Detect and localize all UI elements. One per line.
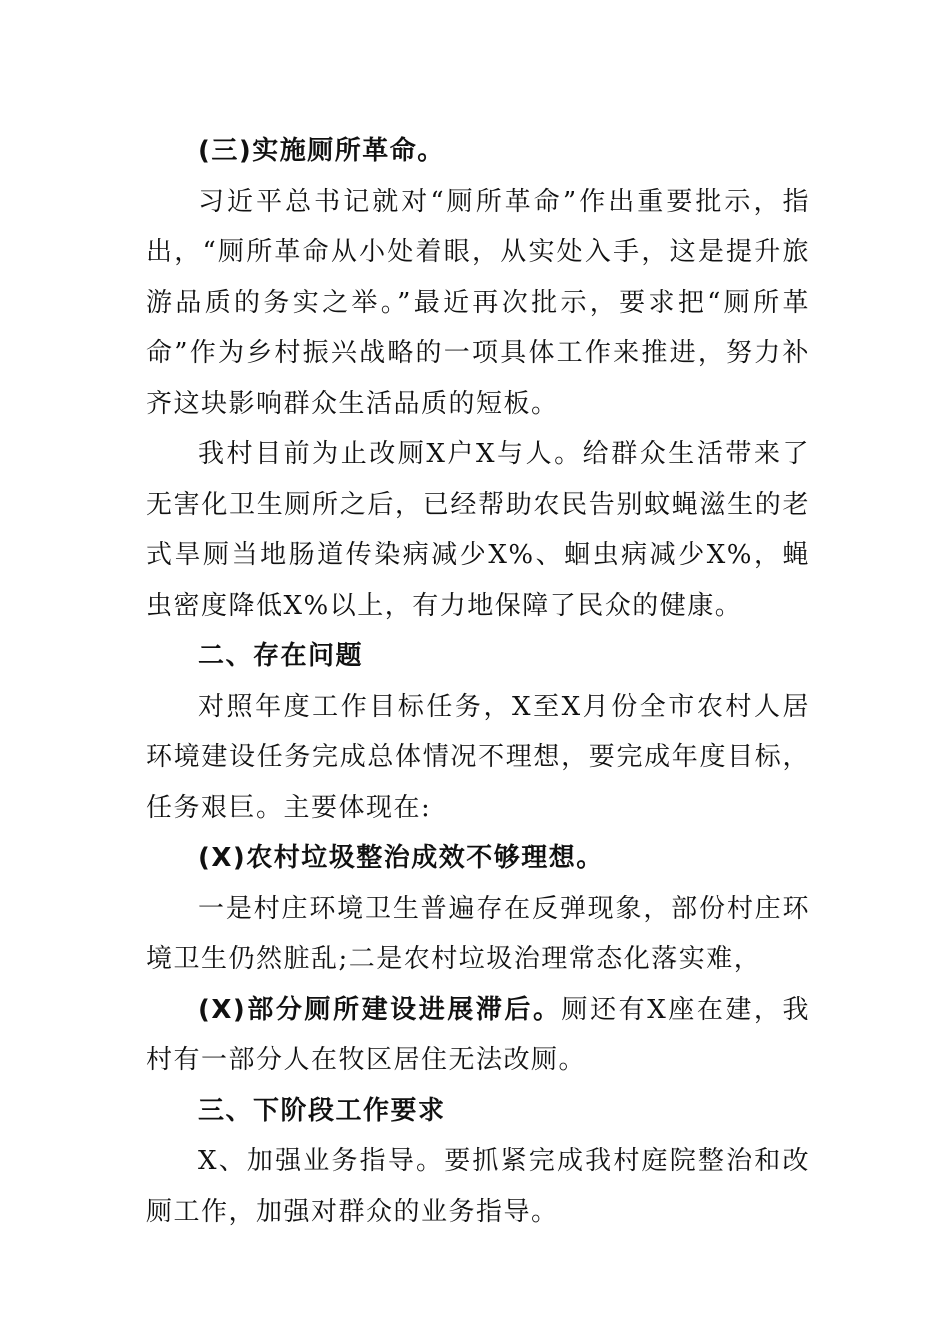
paragraph-village-result: 我村目前为止改厕X户X与人。给群众生活带来了无害化卫生厕所之后，已经帮助农民告别蚊蝇滋生的老式旱厕当地肠道传染病减少X%、蛔虫病减少X%，蝇虫密度降低X%以上，有力地保障了民众的健康。 (146, 439, 810, 621)
subheading-toilet-lag: (X)部分厕所建设进展滞后。 (198, 994, 562, 1025)
document-body (146, 126, 810, 1237)
paragraph-problems-intro: 对照年度工作目标任务，X至X月份全市农村人居环境建设任务完成总体情况不理想，要完成年度目标，任务艰巨。主要体现在: (146, 691, 810, 823)
paragraph-guidance: X、加强业务指导。要抓紧完成我村庭院整治和改厕工作，加强对群众的业务指导。 (146, 1146, 810, 1227)
paragraph-toilet-lag-text: 厕还有X座在建，我村有一部分人在牧区居住无法改厕。 (146, 994, 810, 1075)
section-heading-toilet-revolution: (三)实施厕所革命。 (198, 136, 445, 166)
section-heading-problems: 二、存在问题 (198, 641, 364, 671)
subheading-garbage-remediation: (X)农村垃圾整治成效不够理想。 (198, 843, 604, 873)
paragraph-toilet-lag (146, 985, 810, 1086)
paragraph-garbage: 一是村庄环境卫生普遍存在反弹现象，部份村庄环境卫生仍然脏乱;二是农村垃圾治理常态化落实难， (146, 893, 810, 974)
section-heading-next-stage: 三、下阶段工作要求 (198, 1095, 446, 1126)
paragraph-toilet-instruction: 习近平总书记就对“厕所革命”作出重要批示，指出，“厕所革命从小处着眼，从实处入手，这是提升旅游品质的务实之举。”最近再次批示，要求把“厕所革命”作为乡村振兴战略的一项具体工作来推进，努力补齐这块影响群众生活品质的短板。 (146, 186, 810, 419)
